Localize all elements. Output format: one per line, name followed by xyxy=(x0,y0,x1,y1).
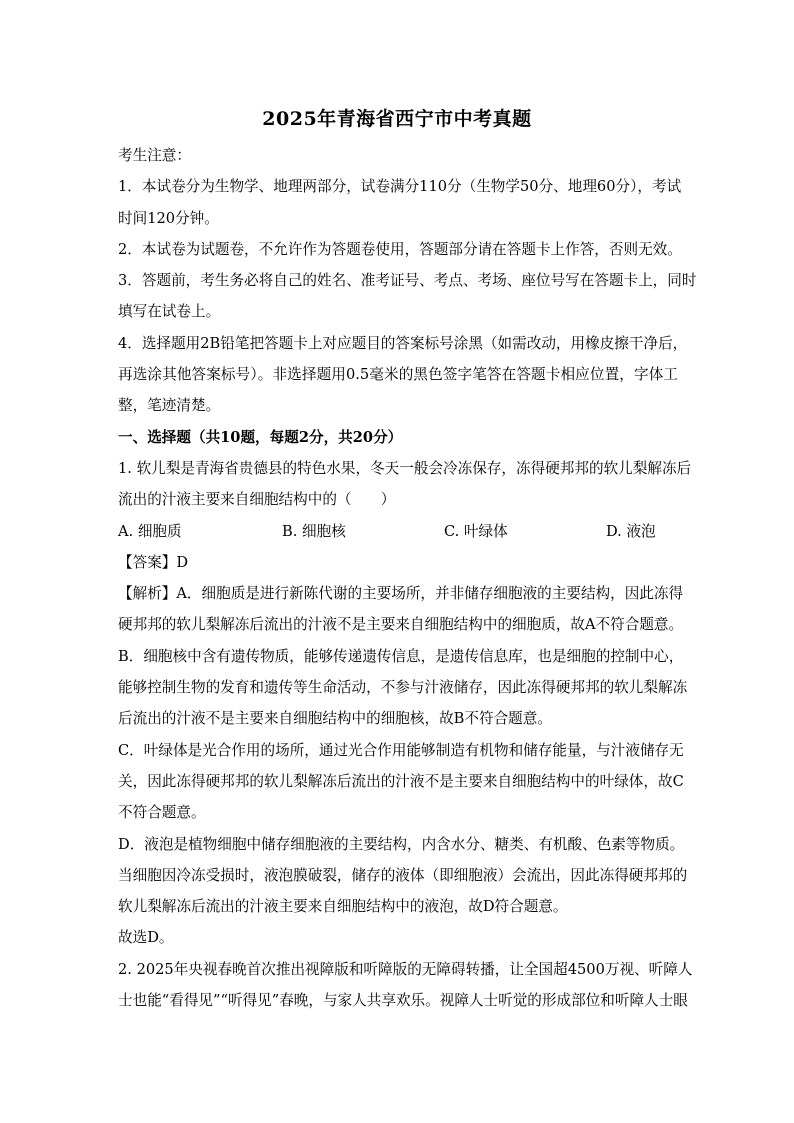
analysis-line: 软儿梨解冻后流出的汁液主要来自细胞结构中的液泡，故D符合题意。 xyxy=(118,898,568,916)
document-body xyxy=(118,140,697,1016)
note-line: 2．本试卷为试题卷，不允许作为答题卷使用，答题部分请在答题卡上作答，否则无效。 xyxy=(118,240,682,258)
analysis-b xyxy=(118,641,688,735)
analysis-line: B．细胞核中含有遗传物质，能够传递遗传信息，是遗传信息库，也是细胞的控制中心， xyxy=(118,647,684,665)
note-line: 3．答题前，考生务必将自己的姓名、准考证号、考点、考场、座位号写在答题卡上，同时 xyxy=(118,272,697,290)
question-2 xyxy=(118,954,693,1017)
question-options xyxy=(118,516,678,547)
analysis-d xyxy=(118,829,688,923)
question-stem-line: 1. 软儿梨是青海省贵德县的特色水果，冬天一般会冷冻保存，冻得硬邦邦的软儿梨解冻后 xyxy=(118,459,692,477)
question-stem-line: 流出的汁液主要来自细胞结构中的（ ） xyxy=(118,491,396,509)
analysis-line: D．液泡是植物细胞中储存细胞液的主要结构，内含水分、糖类、有机酸、色素等物质。 xyxy=(118,835,685,853)
page-title: 2025年青海省西宁市中考真题 xyxy=(262,108,532,130)
option-b: B. 细胞核 xyxy=(282,522,346,540)
option-c: C. 叶绿体 xyxy=(444,522,508,540)
question-stem-line: 2. 2025年央视春晚首次推出视障版和听障版的无障碍转播，让全国超4500万视、听障人 xyxy=(118,960,693,978)
analysis-line: 后流出的汁液不是主要来自细胞结构中的细胞核，故B不符合题意。 xyxy=(118,710,552,728)
analysis-line: 硬邦邦的软儿梨解冻后流出的汁液不是主要来自细胞结构中的细胞质，故A不符合题意。 xyxy=(118,616,684,634)
analysis-c xyxy=(118,735,684,829)
note-line: 填写在试卷上。 xyxy=(118,303,221,321)
note-line: 1．本试卷分为生物学、地理两部分，试卷满分110分（生物学50分、地理60分），考试 xyxy=(118,178,682,196)
analysis-line: 【解析】A．细胞质是进行新陈代谢的主要场所，并非储存细胞液的主要结构，因此冻得 xyxy=(118,585,684,603)
question-stem-line: 士也能“看得见”“听得见”春晚，与家人共享欢乐。视障人士听觉的形成部位和听障人士眼 xyxy=(118,992,688,1010)
option-a: A. 细胞质 xyxy=(118,522,182,540)
note-line: 整，笔迹清楚。 xyxy=(118,397,221,415)
note-line: 4．选择题用2B铅笔把答题卡上对应题目的答案标号涂黑（如需改动，用橡皮擦干净后， xyxy=(118,334,688,352)
note-3 xyxy=(118,265,697,328)
question-1 xyxy=(118,453,692,954)
note-line: 再选涂其他答案标号）。非选择题用0.5毫米的黑色签字笔答在答题卡相应位置，字体工 xyxy=(118,366,678,384)
section-heading: 一、选择题（共10题，每题2分，共20分） xyxy=(118,428,403,446)
analysis-line: 能够控制生物的发育和遗传等生命活动，不参与汁液储存，因此冻得硬邦邦的软儿梨解冻 xyxy=(118,679,688,697)
conclusion-line: 故选D。 xyxy=(118,929,174,947)
note-1 xyxy=(118,171,682,234)
analysis-a xyxy=(118,578,684,641)
answer-line: 【答案】D xyxy=(118,553,189,571)
option-d: D. 液泡 xyxy=(606,522,656,540)
notice-heading: 考生注意： xyxy=(118,147,191,164)
analysis-line: C．叶绿体是光合作用的场所，通过光合作用能够制造有机物和储存能量，与汁液储存无 xyxy=(118,741,684,759)
note-2 xyxy=(118,234,682,265)
note-4 xyxy=(118,328,688,422)
analysis-line: 不符合题意。 xyxy=(118,804,206,822)
note-line: 时间120分钟。 xyxy=(118,209,219,227)
analysis-line: 关，因此冻得硬邦邦的软儿梨解冻后流出的汁液不是主要来自细胞结构中的叶绿体，故C xyxy=(118,772,684,790)
analysis-line: 当细胞因冷冻受损时，液泡膜破裂，储存的液体（即细胞液）会流出，因此冻得硬邦邦的 xyxy=(118,866,688,884)
